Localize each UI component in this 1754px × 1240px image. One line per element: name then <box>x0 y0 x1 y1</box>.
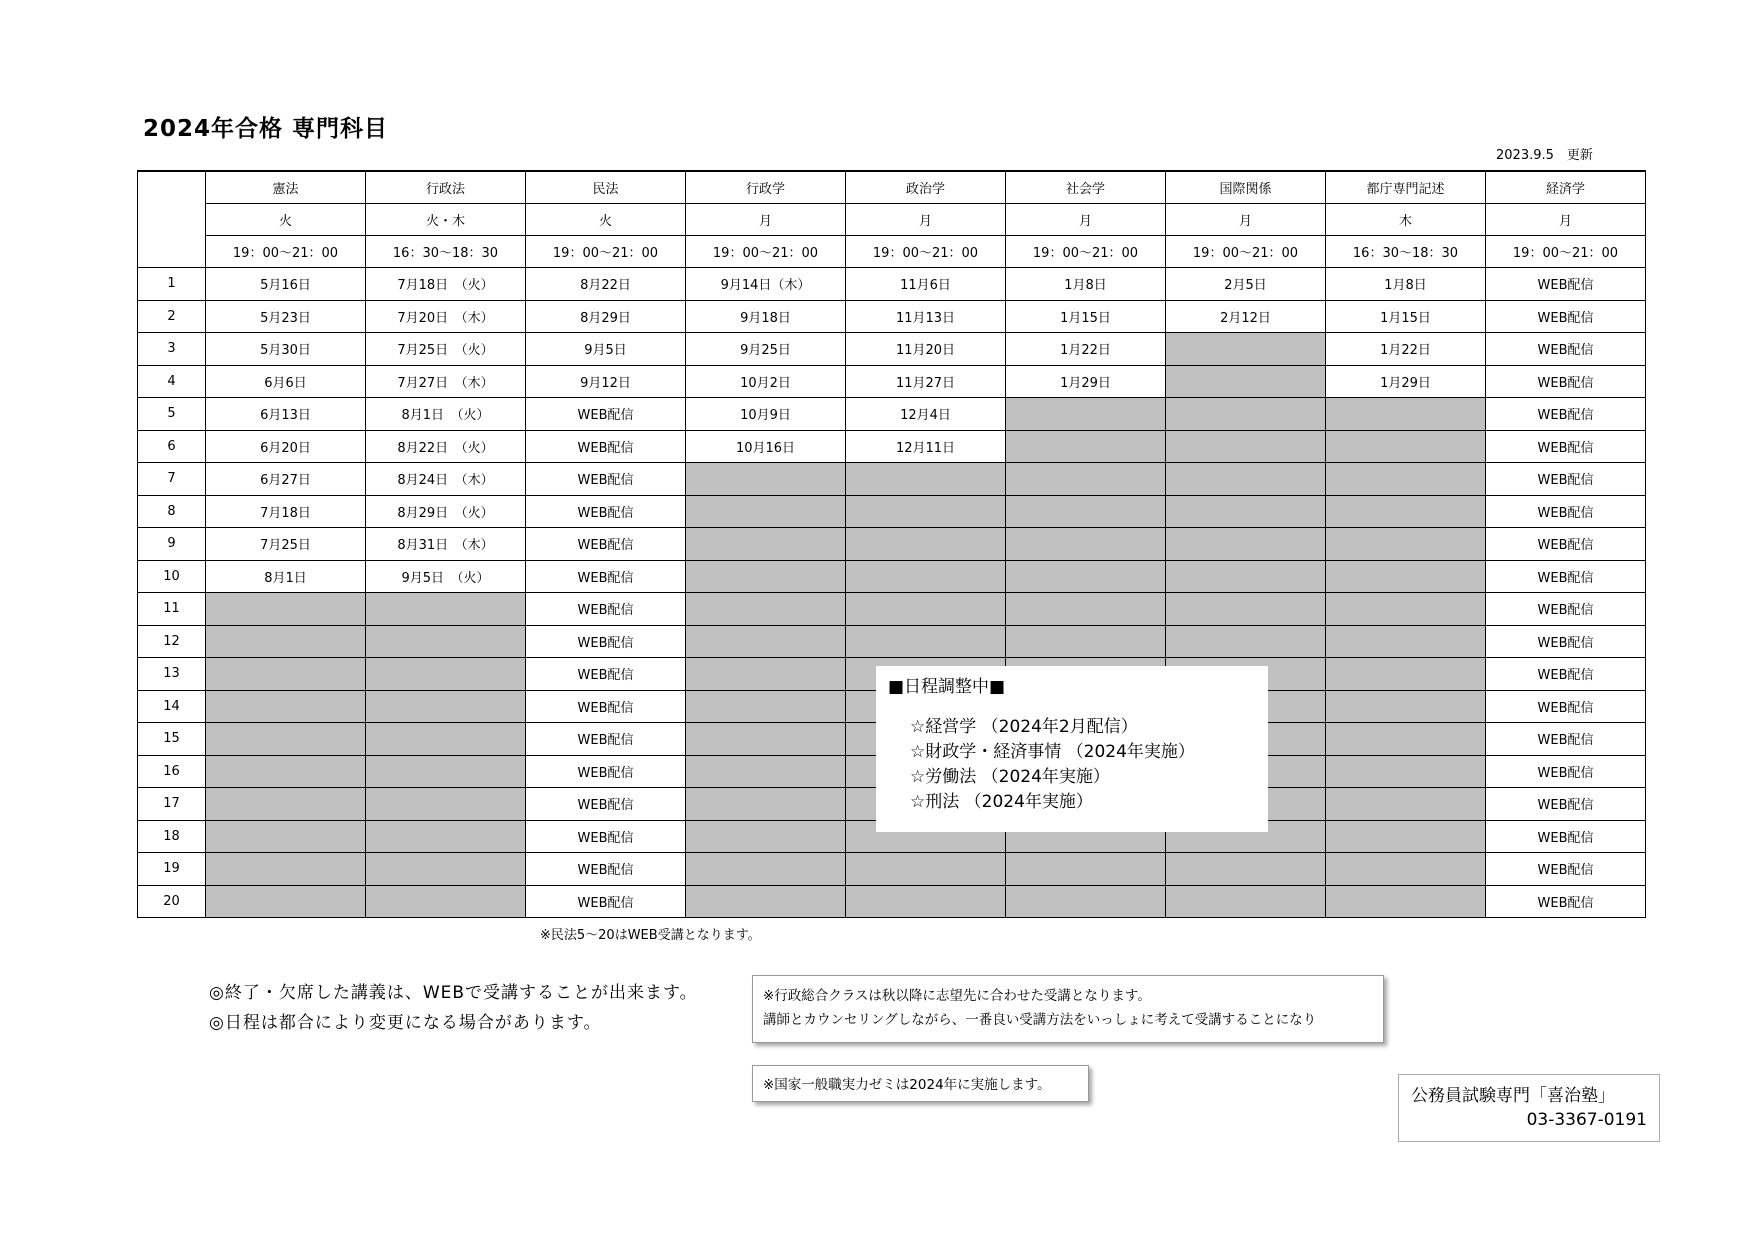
subject-time: 19：00～21：00 <box>206 236 366 268</box>
row-number: 19 <box>138 853 206 886</box>
empty-cell <box>686 723 846 756</box>
lecture-date-cell: 6月27日 <box>206 463 366 496</box>
pending-item: ☆刑法 （2024年実施） <box>910 792 1093 812</box>
empty-cell <box>366 723 526 756</box>
lecture-date-cell: WEB配信 <box>526 885 686 918</box>
empty-cell <box>206 788 366 821</box>
empty-cell <box>206 885 366 918</box>
lecture-date-cell: WEB配信 <box>1486 625 1646 658</box>
subject-time: 19：00～21：00 <box>1486 236 1646 268</box>
pending-heading: ■日程調整中■ <box>888 677 1006 697</box>
lecture-date-cell: 7月18日 （火） <box>366 268 526 301</box>
subject-time: 19：00～21：00 <box>1166 236 1326 268</box>
subject-header: 経済学 <box>1486 171 1646 204</box>
lecture-date-cell: 8月29日 <box>526 300 686 333</box>
row-number: 16 <box>138 755 206 788</box>
empty-cell <box>366 788 526 821</box>
lecture-date-cell: 7月25日 （火） <box>366 333 526 366</box>
empty-cell <box>1166 853 1326 886</box>
row-number: 5 <box>138 398 206 431</box>
row-number: 12 <box>138 625 206 658</box>
lecture-date-cell: 1月8日 <box>1326 268 1486 301</box>
subject-day: 火 <box>206 204 366 236</box>
empty-cell <box>686 755 846 788</box>
empty-cell <box>1166 463 1326 496</box>
admin-class-note-box <box>752 975 1384 1043</box>
lecture-date-cell: WEB配信 <box>526 853 686 886</box>
lecture-date-cell: WEB配信 <box>1486 398 1646 431</box>
lecture-date-cell: 11月13日 <box>846 300 1006 333</box>
subject-day: 月 <box>1006 204 1166 236</box>
subject-day: 火 <box>526 204 686 236</box>
empty-cell <box>1326 755 1486 788</box>
subject-header: 民法 <box>526 171 686 204</box>
empty-cell <box>1166 495 1326 528</box>
subject-day: 月 <box>686 204 846 236</box>
pending-item: ☆経営学 （2024年2月配信） <box>910 717 1138 737</box>
lecture-date-cell: 9月25日 <box>686 333 846 366</box>
row-number: 10 <box>138 560 206 593</box>
lecture-date-cell: WEB配信 <box>1486 788 1646 821</box>
empty-cell <box>1006 560 1166 593</box>
subject-header: 社会学 <box>1006 171 1166 204</box>
empty-cell <box>686 560 846 593</box>
row-number: 6 <box>138 430 206 463</box>
empty-cell <box>1166 560 1326 593</box>
table-row <box>138 430 1646 463</box>
table-row <box>138 885 1646 918</box>
empty-cell <box>1006 495 1166 528</box>
table-row <box>138 560 1646 593</box>
empty-cell <box>1166 430 1326 463</box>
subject-time: 19：00～21：00 <box>686 236 846 268</box>
table-row <box>138 528 1646 561</box>
row-number: 3 <box>138 333 206 366</box>
lecture-date-cell: 11月20日 <box>846 333 1006 366</box>
empty-cell <box>206 723 366 756</box>
table-row <box>138 593 1646 626</box>
lecture-date-cell: 12月11日 <box>846 430 1006 463</box>
empty-cell <box>1166 365 1326 398</box>
empty-cell <box>1326 885 1486 918</box>
subject-header: 憲法 <box>206 171 366 204</box>
lecture-date-cell: WEB配信 <box>526 788 686 821</box>
note-line: ※国家一般職実力ゼミは2024年に実施します。 <box>763 1077 1051 1093</box>
table-row <box>138 625 1646 658</box>
lecture-date-cell: WEB配信 <box>1486 463 1646 496</box>
lecture-date-cell: 1月15日 <box>1326 300 1486 333</box>
notes-list <box>209 978 698 1038</box>
empty-cell <box>1326 690 1486 723</box>
table-row <box>138 300 1646 333</box>
empty-cell <box>206 625 366 658</box>
subject-header: 行政法 <box>366 171 526 204</box>
lecture-date-cell: 6月13日 <box>206 398 366 431</box>
pending-item: ☆労働法 （2024年実施） <box>910 767 1110 787</box>
empty-cell <box>686 593 846 626</box>
lecture-date-cell: WEB配信 <box>1486 658 1646 691</box>
pending-item: ☆財政学・経済事情 （2024年実施） <box>910 742 1195 762</box>
lecture-date-cell: WEB配信 <box>1486 333 1646 366</box>
empty-cell <box>366 593 526 626</box>
empty-cell <box>1326 820 1486 853</box>
table-row <box>138 463 1646 496</box>
empty-cell <box>1326 658 1486 691</box>
row-number: 1 <box>138 268 206 301</box>
empty-cell <box>686 853 846 886</box>
lecture-date-cell: WEB配信 <box>526 528 686 561</box>
subject-time: 16：30～18：30 <box>366 236 526 268</box>
note-line: 講師とカウンセリングしながら、一番良い受講方法をいっしょに考えて受講することになり <box>763 1012 1317 1028</box>
empty-cell <box>1006 885 1166 918</box>
empty-cell <box>1166 625 1326 658</box>
lecture-date-cell: 10月2日 <box>686 365 846 398</box>
subject-time: 19：00～21：00 <box>526 236 686 268</box>
empty-cell <box>206 658 366 691</box>
empty-cell <box>686 820 846 853</box>
subject-header: 都庁専門記述 <box>1326 171 1486 204</box>
lecture-date-cell: WEB配信 <box>1486 300 1646 333</box>
table-row <box>138 268 1646 301</box>
lecture-date-cell: 5月23日 <box>206 300 366 333</box>
row-number: 17 <box>138 788 206 821</box>
table-row <box>138 398 1646 431</box>
corner-cell <box>138 171 206 268</box>
empty-cell <box>1166 593 1326 626</box>
lecture-date-cell: 1月15日 <box>1006 300 1166 333</box>
lecture-date-cell: WEB配信 <box>1486 593 1646 626</box>
empty-cell <box>1326 593 1486 626</box>
lecture-date-cell: 1月29日 <box>1326 365 1486 398</box>
note-item: ◎終了・欠席した講義は、WEBで受講することが出来ます。 <box>209 983 698 1003</box>
lecture-date-cell: 9月14日（木） <box>686 268 846 301</box>
lecture-date-cell: 11月27日 <box>846 365 1006 398</box>
lecture-date-cell: WEB配信 <box>1486 820 1646 853</box>
empty-cell <box>1326 625 1486 658</box>
empty-cell <box>1006 593 1166 626</box>
subject-header: 政治学 <box>846 171 1006 204</box>
lecture-date-cell: 9月18日 <box>686 300 846 333</box>
lecture-date-cell: WEB配信 <box>526 430 686 463</box>
lecture-date-cell: 6月6日 <box>206 365 366 398</box>
empty-cell <box>1326 398 1486 431</box>
lecture-date-cell: WEB配信 <box>1486 885 1646 918</box>
lecture-date-cell: 10月9日 <box>686 398 846 431</box>
empty-cell <box>366 625 526 658</box>
lecture-date-cell: 5月16日 <box>206 268 366 301</box>
empty-cell <box>846 560 1006 593</box>
empty-cell <box>1006 430 1166 463</box>
table-row <box>138 495 1646 528</box>
empty-cell <box>686 658 846 691</box>
empty-cell <box>1006 528 1166 561</box>
lecture-date-cell: 9月12日 <box>526 365 686 398</box>
lecture-date-cell: WEB配信 <box>526 495 686 528</box>
empty-cell <box>366 885 526 918</box>
lecture-date-cell: 8月22日 （火） <box>366 430 526 463</box>
empty-cell <box>1326 560 1486 593</box>
subject-header: 国際関係 <box>1166 171 1326 204</box>
note-line: ※行政総合クラスは秋以降に志望先に合わせた受講となります。 <box>763 988 1151 1004</box>
lecture-date-cell: 7月25日 <box>206 528 366 561</box>
empty-cell <box>686 788 846 821</box>
empty-cell <box>206 690 366 723</box>
lecture-date-cell: 1月22日 <box>1006 333 1166 366</box>
lecture-date-cell: WEB配信 <box>1486 430 1646 463</box>
subject-day: 月 <box>1486 204 1646 236</box>
empty-cell <box>366 820 526 853</box>
empty-cell <box>366 658 526 691</box>
empty-cell <box>846 885 1006 918</box>
empty-cell <box>1326 495 1486 528</box>
lecture-date-cell: 11月6日 <box>846 268 1006 301</box>
seminar-note-box <box>752 1065 1089 1102</box>
lecture-date-cell: WEB配信 <box>526 820 686 853</box>
empty-cell <box>366 755 526 788</box>
school-phone: 03-3367-0191 <box>1526 1110 1647 1130</box>
lecture-date-cell: WEB配信 <box>1486 853 1646 886</box>
empty-cell <box>1326 853 1486 886</box>
lecture-date-cell: WEB配信 <box>1486 495 1646 528</box>
subject-header: 行政学 <box>686 171 846 204</box>
subject-time: 19：00～21：00 <box>846 236 1006 268</box>
lecture-date-cell: WEB配信 <box>526 625 686 658</box>
lecture-date-cell: WEB配信 <box>1486 528 1646 561</box>
minpo-web-note: ※民法5～20はWEB受講となります。 <box>540 928 761 943</box>
empty-cell <box>846 593 1006 626</box>
schedule-pending-box <box>876 666 1268 832</box>
empty-cell <box>1166 528 1326 561</box>
empty-cell <box>686 528 846 561</box>
empty-cell <box>846 625 1006 658</box>
empty-cell <box>686 690 846 723</box>
subject-day: 月 <box>1166 204 1326 236</box>
empty-cell <box>1326 528 1486 561</box>
empty-cell <box>1166 333 1326 366</box>
lecture-date-cell: 7月18日 <box>206 495 366 528</box>
row-number: 14 <box>138 690 206 723</box>
lecture-date-cell: 7月27日 （木） <box>366 365 526 398</box>
empty-cell <box>1326 463 1486 496</box>
lecture-date-cell: 2月12日 <box>1166 300 1326 333</box>
empty-cell <box>1006 853 1166 886</box>
lecture-date-cell: WEB配信 <box>526 560 686 593</box>
page-title: 2024年合格 専門科目 <box>143 116 389 142</box>
table-row <box>138 853 1646 886</box>
lecture-date-cell: 8月29日 （火） <box>366 495 526 528</box>
school-info <box>1398 1074 1660 1142</box>
empty-cell <box>366 853 526 886</box>
empty-cell <box>686 625 846 658</box>
empty-cell <box>686 463 846 496</box>
table-row <box>138 365 1646 398</box>
updated-date: 2023.9.5 更新 <box>1496 148 1593 163</box>
subject-time: 19：00～21：00 <box>1006 236 1166 268</box>
row-number: 9 <box>138 528 206 561</box>
subject-day: 月 <box>846 204 1006 236</box>
lecture-date-cell: WEB配信 <box>526 723 686 756</box>
empty-cell <box>1326 723 1486 756</box>
lecture-date-cell: 1月29日 <box>1006 365 1166 398</box>
lecture-date-cell: 1月8日 <box>1006 268 1166 301</box>
lecture-date-cell: 8月31日 （木） <box>366 528 526 561</box>
empty-cell <box>1006 625 1166 658</box>
row-number: 13 <box>138 658 206 691</box>
lecture-date-cell: WEB配信 <box>1486 268 1646 301</box>
lecture-date-cell: 5月30日 <box>206 333 366 366</box>
lecture-date-cell: WEB配信 <box>526 755 686 788</box>
empty-cell <box>206 755 366 788</box>
lecture-date-cell: 1月22日 <box>1326 333 1486 366</box>
row-number: 2 <box>138 300 206 333</box>
table-row <box>138 333 1646 366</box>
empty-cell <box>1326 788 1486 821</box>
lecture-date-cell: 8月1日 （火） <box>366 398 526 431</box>
lecture-date-cell: WEB配信 <box>526 463 686 496</box>
row-number: 7 <box>138 463 206 496</box>
row-number: 8 <box>138 495 206 528</box>
lecture-date-cell: WEB配信 <box>526 593 686 626</box>
subject-day: 木 <box>1326 204 1486 236</box>
lecture-date-cell: 8月1日 <box>206 560 366 593</box>
lecture-date-cell: 2月5日 <box>1166 268 1326 301</box>
row-number: 15 <box>138 723 206 756</box>
lecture-date-cell: 10月16日 <box>686 430 846 463</box>
empty-cell <box>686 495 846 528</box>
subject-day: 火・木 <box>366 204 526 236</box>
row-number: 4 <box>138 365 206 398</box>
lecture-date-cell: WEB配信 <box>1486 690 1646 723</box>
lecture-date-cell: WEB配信 <box>1486 755 1646 788</box>
empty-cell <box>846 528 1006 561</box>
lecture-date-cell: 8月22日 <box>526 268 686 301</box>
lecture-date-cell: WEB配信 <box>526 658 686 691</box>
lecture-date-cell: 12月4日 <box>846 398 1006 431</box>
row-number: 11 <box>138 593 206 626</box>
lecture-date-cell: 9月5日 （火） <box>366 560 526 593</box>
lecture-date-cell: 7月20日 （木） <box>366 300 526 333</box>
lecture-date-cell: WEB配信 <box>1486 365 1646 398</box>
empty-cell <box>686 885 846 918</box>
lecture-date-cell: 9月5日 <box>526 333 686 366</box>
empty-cell <box>846 463 1006 496</box>
lecture-date-cell: 6月20日 <box>206 430 366 463</box>
lecture-date-cell: WEB配信 <box>526 398 686 431</box>
empty-cell <box>206 820 366 853</box>
row-number: 18 <box>138 820 206 853</box>
empty-cell <box>1006 463 1166 496</box>
empty-cell <box>846 853 1006 886</box>
empty-cell <box>846 495 1006 528</box>
empty-cell <box>1326 430 1486 463</box>
lecture-date-cell: 8月24日 （木） <box>366 463 526 496</box>
empty-cell <box>1166 885 1326 918</box>
empty-cell <box>206 853 366 886</box>
lecture-date-cell: WEB配信 <box>1486 560 1646 593</box>
empty-cell <box>1166 398 1326 431</box>
school-name: 公務員試験専門「喜治塾」 <box>1411 1086 1615 1106</box>
empty-cell <box>1006 398 1166 431</box>
empty-cell <box>366 690 526 723</box>
row-number: 20 <box>138 885 206 918</box>
note-item: ◎日程は都合により変更になる場合があります。 <box>209 1013 602 1033</box>
empty-cell <box>206 593 366 626</box>
subject-time: 16：30～18：30 <box>1326 236 1486 268</box>
lecture-date-cell: WEB配信 <box>526 690 686 723</box>
lecture-date-cell: WEB配信 <box>1486 723 1646 756</box>
